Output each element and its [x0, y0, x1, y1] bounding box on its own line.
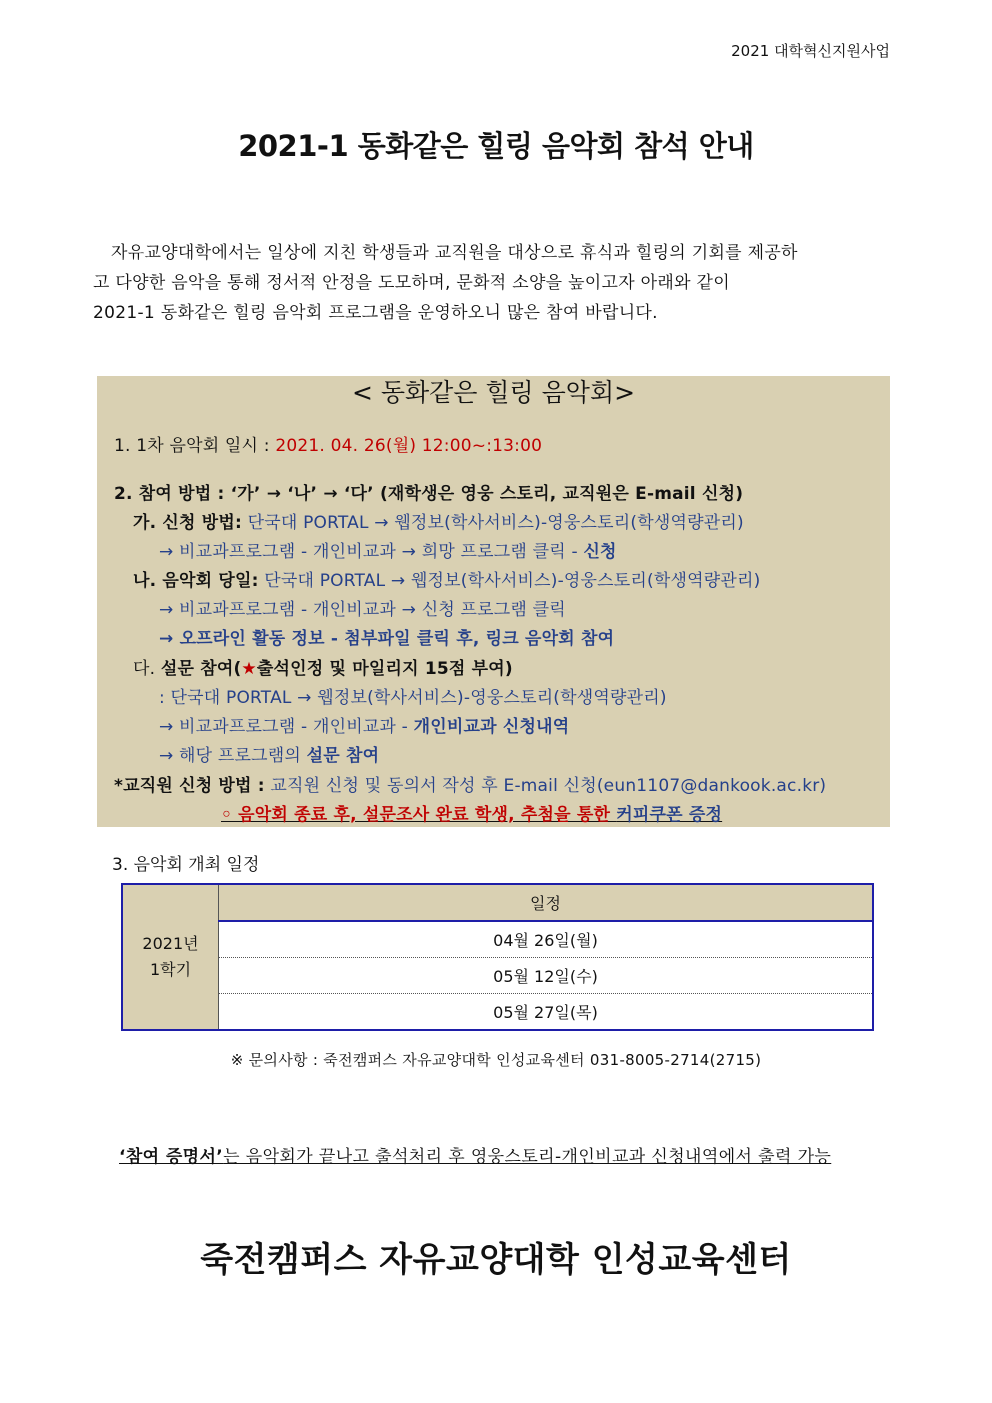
step-da-prefix: 다.: [133, 659, 161, 679]
term-semester: 1학기: [149, 960, 192, 979]
item-2-method: 2. 참여 방법 : ‘가’ → ‘나’ → ‘다’ (재학생은 영웅 스토리, 교직원은 E-mail 신청): [114, 484, 744, 504]
schedule-label: 3. 음악회 개최 일정: [112, 855, 260, 875]
intro-paragraph: [93, 238, 891, 328]
step-na-line-3: → 오프라인 활동 정보 - 첨부파일 클릭 후, 링크 음악회 참여: [159, 629, 615, 649]
star-icon: ★: [241, 659, 257, 679]
step-na-line-2: → 비교과프로그램 - 개인비교과 → 신청 프로그램 클릭: [159, 600, 566, 620]
step-na: [133, 570, 760, 592]
header-note: 2021 대학혁신지원사업: [731, 42, 890, 60]
certificate-label: ‘참여 증명서’: [119, 1147, 224, 1167]
intro-line-2: 고 다양한 음악을 통해 정서적 안정을 도모하며, 문화적 소양을 높이고자 아래와 같이: [93, 273, 730, 293]
intro-line-3: 2021-1 동화같은 힐링 음악회 프로그램을 운영하오니 많은 참여 바랍니다.: [93, 303, 658, 323]
step-da-label: 설문 참여(: [160, 659, 242, 679]
step-na-label: 나. 음악회 당일:: [133, 571, 259, 591]
step-ga-line-2: [159, 541, 617, 563]
page-title: 2021-1 동화같은 힐링 음악회 참석 안내: [238, 129, 754, 163]
step-da-survey: 설문 참여: [306, 746, 380, 766]
step-da-line-1: : 단국대 PORTAL → 웹정보(학사서비스)-영웅스토리(학생역량관리): [159, 688, 667, 708]
step-na-line-1: 단국대 PORTAL → 웹정보(학사서비스)-영웅스토리(학생역량관리): [258, 571, 761, 591]
item-1-datetime: [114, 435, 542, 457]
staff-method: [114, 775, 826, 797]
step-ga-label: 가. 신청 방법:: [133, 513, 243, 533]
staff-text: 교직원 신청 및 동의서 작성 후 E-mail 신청(eun1107@dankook.ac.kr): [264, 776, 827, 796]
step-da-line-2-text: → 비교과프로그램 - 개인비교과 -: [159, 717, 414, 737]
term-cell: [122, 884, 219, 1030]
step-ga: [133, 512, 744, 534]
schedule-table: [121, 883, 874, 1031]
coupon-gift: 커피쿠폰 증정: [616, 805, 723, 825]
staff-label: *교직원 신청 방법 :: [114, 776, 265, 796]
intro-line-1: 자유교양대학에서는 일상에 지친 학생들과 교직원을 대상으로 휴식과 힐링의 기회를 제공하: [111, 243, 798, 263]
step-ga-line-2-text: → 비교과프로그램 - 개인비교과 → 희망 프로그램 클릭 -: [159, 542, 584, 562]
step-ga-line-1: 단국대 PORTAL → 웹정보(학사서비스)-영웅스토리(학생역량관리): [242, 513, 744, 533]
schedule-date-1: 04월 26일(월): [219, 921, 874, 958]
step-ga-apply: 신청: [583, 542, 617, 562]
coupon-note-text: ◦ 음악회 종료 후, 설문조사 완료 학생, 추첨을 통한: [221, 805, 617, 825]
schedule-date-2: 05월 12일(수): [219, 958, 874, 994]
item-1-label: 1. 1차 음악회 일시 :: [114, 436, 276, 456]
coupon-note: [221, 804, 722, 826]
contact-info: ※ 문의사항 : 죽전캠퍼스 자유교양대학 인성교육센터 031-8005-2714(2715): [230, 1051, 762, 1069]
certificate-text: 는 음악회가 끝나고 출석처리 후 영웅스토리-개인비교과 신청내역에서 출력 가능: [223, 1147, 832, 1167]
schedule-date-3: 05월 27일(목): [493, 1003, 598, 1022]
step-da-line-2: [159, 716, 569, 738]
box-title: < 동화같은 힐링 음악회>: [351, 378, 636, 407]
step-da: [133, 658, 513, 680]
schedule-header: 일정: [219, 884, 874, 921]
step-da-benefit: 출석인정 및 마일리지 15점 부여): [256, 659, 513, 679]
item-1-value: 2021. 04. 26(월) 12:00~:13:00: [275, 436, 543, 456]
step-da-history: 개인비교과 신청내역: [413, 717, 570, 737]
concert-info-box: [97, 376, 890, 827]
step-da-line-3: [159, 745, 379, 767]
certificate-note: [119, 1142, 890, 1167]
term-year: 2021년: [142, 934, 199, 953]
footer-organization: 죽전캠퍼스 자유교양대학 인성교육센터: [200, 1240, 792, 1280]
step-da-line-3-text: → 해당 프로그램의: [159, 746, 307, 766]
